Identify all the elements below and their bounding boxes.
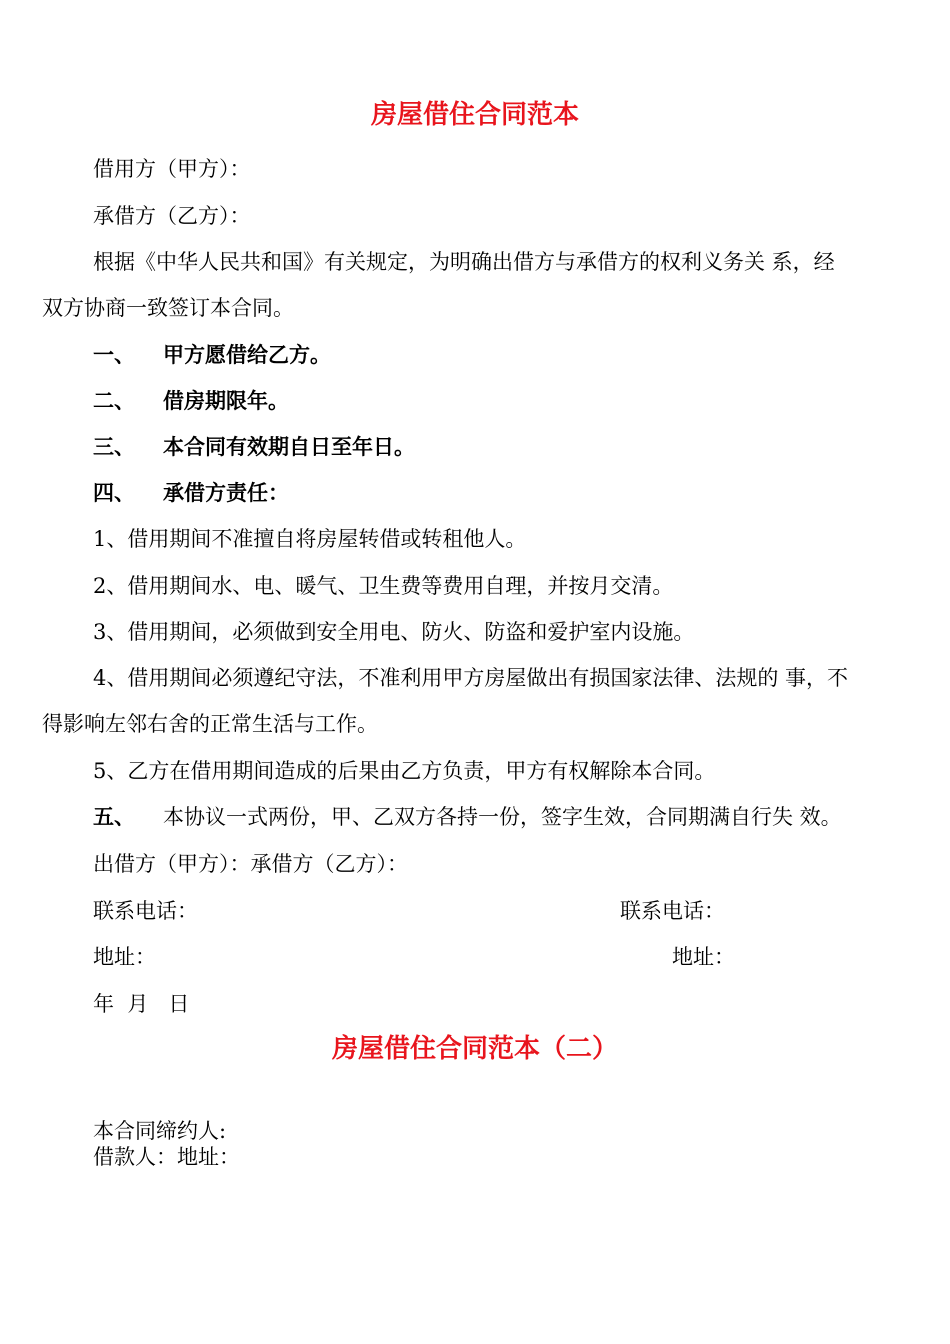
responsibility-item-3: 3、借用期间，必须做到安全用电、防火、防盗和爱护室内设施。	[93, 620, 695, 644]
lender-label: 承借方（乙方）：	[93, 204, 251, 228]
section-2	[93, 388, 289, 414]
intro-paragraph-line-1: 根据《中华人民共和国》有关规定，为明确出借方与承借方的权利义务关 系，经	[93, 250, 835, 274]
address-label-left: 地址：	[93, 945, 156, 969]
responsibility-item-4-line-1: 4、借用期间必须遵纪守法，不准利用甲方房屋做出有损国家法律、法规的 事，不	[93, 666, 849, 690]
responsibility-item-4-line-2: 得影响左邻右舍的正常生活与工作。	[42, 712, 378, 736]
section-1	[93, 342, 331, 368]
contract-party-label: 本合同缔约人:	[93, 1119, 227, 1143]
section-text: 承借方责任：	[163, 480, 289, 505]
intro-paragraph-line-2: 双方协商一致签订本合同。	[42, 296, 294, 320]
borrower-address-label: 借款人：地址：	[93, 1145, 240, 1169]
phone-label-left: 联系电话：	[93, 899, 198, 923]
date-line: 年 月 日	[93, 992, 190, 1016]
responsibility-item-1: 1、借用期间不准擅自将房屋转借或转租他人。	[93, 527, 527, 551]
section-number: 一、	[93, 342, 135, 367]
responsibility-item-2: 2、借用期间水、电、暖气、卫生费等费用自理，并按月交清。	[93, 574, 674, 598]
section-text: 本合同有效期自日至年日。	[163, 434, 415, 459]
borrower-label: 借用方（甲方）：	[93, 157, 251, 181]
section-5	[93, 804, 842, 830]
section-number: 四、	[93, 480, 135, 505]
section-text: 借房期限年。	[163, 388, 289, 413]
signature-line: 出借方（甲方）：承借方（乙方）：	[93, 852, 408, 876]
section-3	[93, 434, 415, 460]
document-title: 房屋借住合同范本	[370, 100, 579, 130]
section-number: 二、	[93, 388, 135, 413]
phone-label-right: 联系电话：	[620, 899, 725, 923]
section-text: 本协议一式两份，甲、乙双方各持一份，签字生效，合同期满自行失 效。	[163, 805, 842, 829]
section-4	[93, 480, 289, 506]
address-label-right: 地址：	[672, 945, 735, 969]
responsibility-item-5: 5、乙方在借用期间造成的后果由乙方负责，甲方有权解除本合同。	[93, 759, 716, 783]
section-number: 三、	[93, 434, 135, 459]
section-number: 五、	[93, 804, 135, 829]
document-title-2: 房屋借住合同范本（二）	[331, 1034, 618, 1064]
section-text: 甲方愿借给乙方。	[163, 342, 331, 367]
